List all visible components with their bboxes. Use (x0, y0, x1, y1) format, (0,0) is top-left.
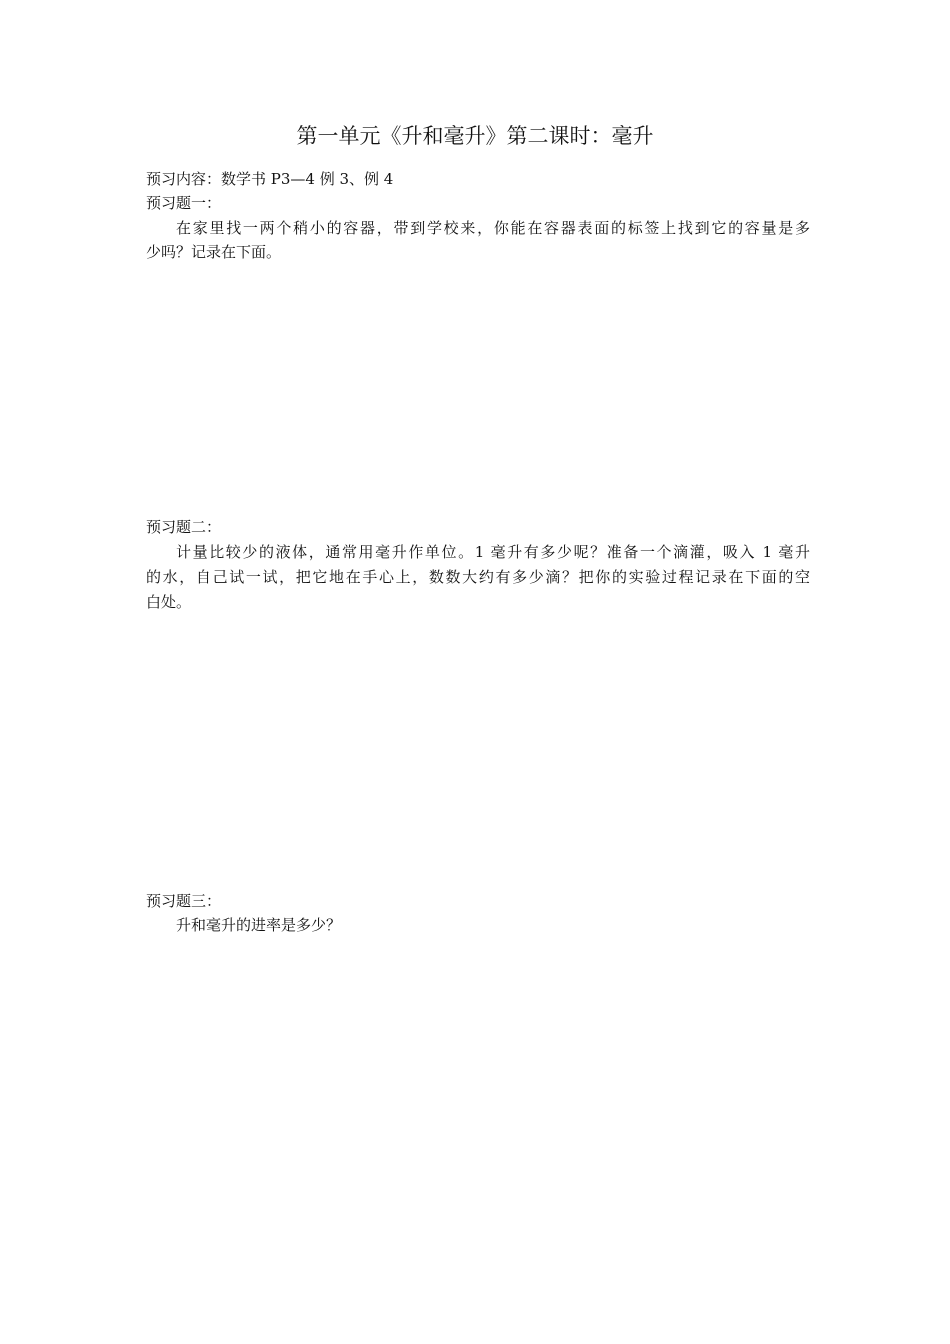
q2-line: 的水，自己试一试，把它地在手心上，数数大约有多少滴？把你的实验过程记录在下面的空 (146, 568, 810, 586)
q3-heading: 预习题三： (146, 892, 222, 910)
q1-line: 在家里找一两个稍小的容器，带到学校来，你能在容器表面的标签上找到它的容量是多 (176, 219, 810, 237)
q3-line: 升和毫升的进率是多少？ (176, 916, 342, 934)
q1-line: 少吗？记录在下面。 (146, 243, 282, 261)
page-title: 第一单元《升和毫升》第二课时：毫升 (296, 124, 654, 148)
q2-line: 计量比较少的液体，通常用毫升作单位。1 毫升有多少呢？准备一个滴灌，吸入 1 毫升 (176, 543, 810, 561)
q2-heading: 预习题二： (146, 518, 222, 536)
q1-heading: 预习题一： (146, 194, 222, 212)
preview-content: 预习内容：数学书 P3—4 例 3、例 4 (146, 170, 394, 188)
q2-line: 白处。 (146, 593, 192, 611)
